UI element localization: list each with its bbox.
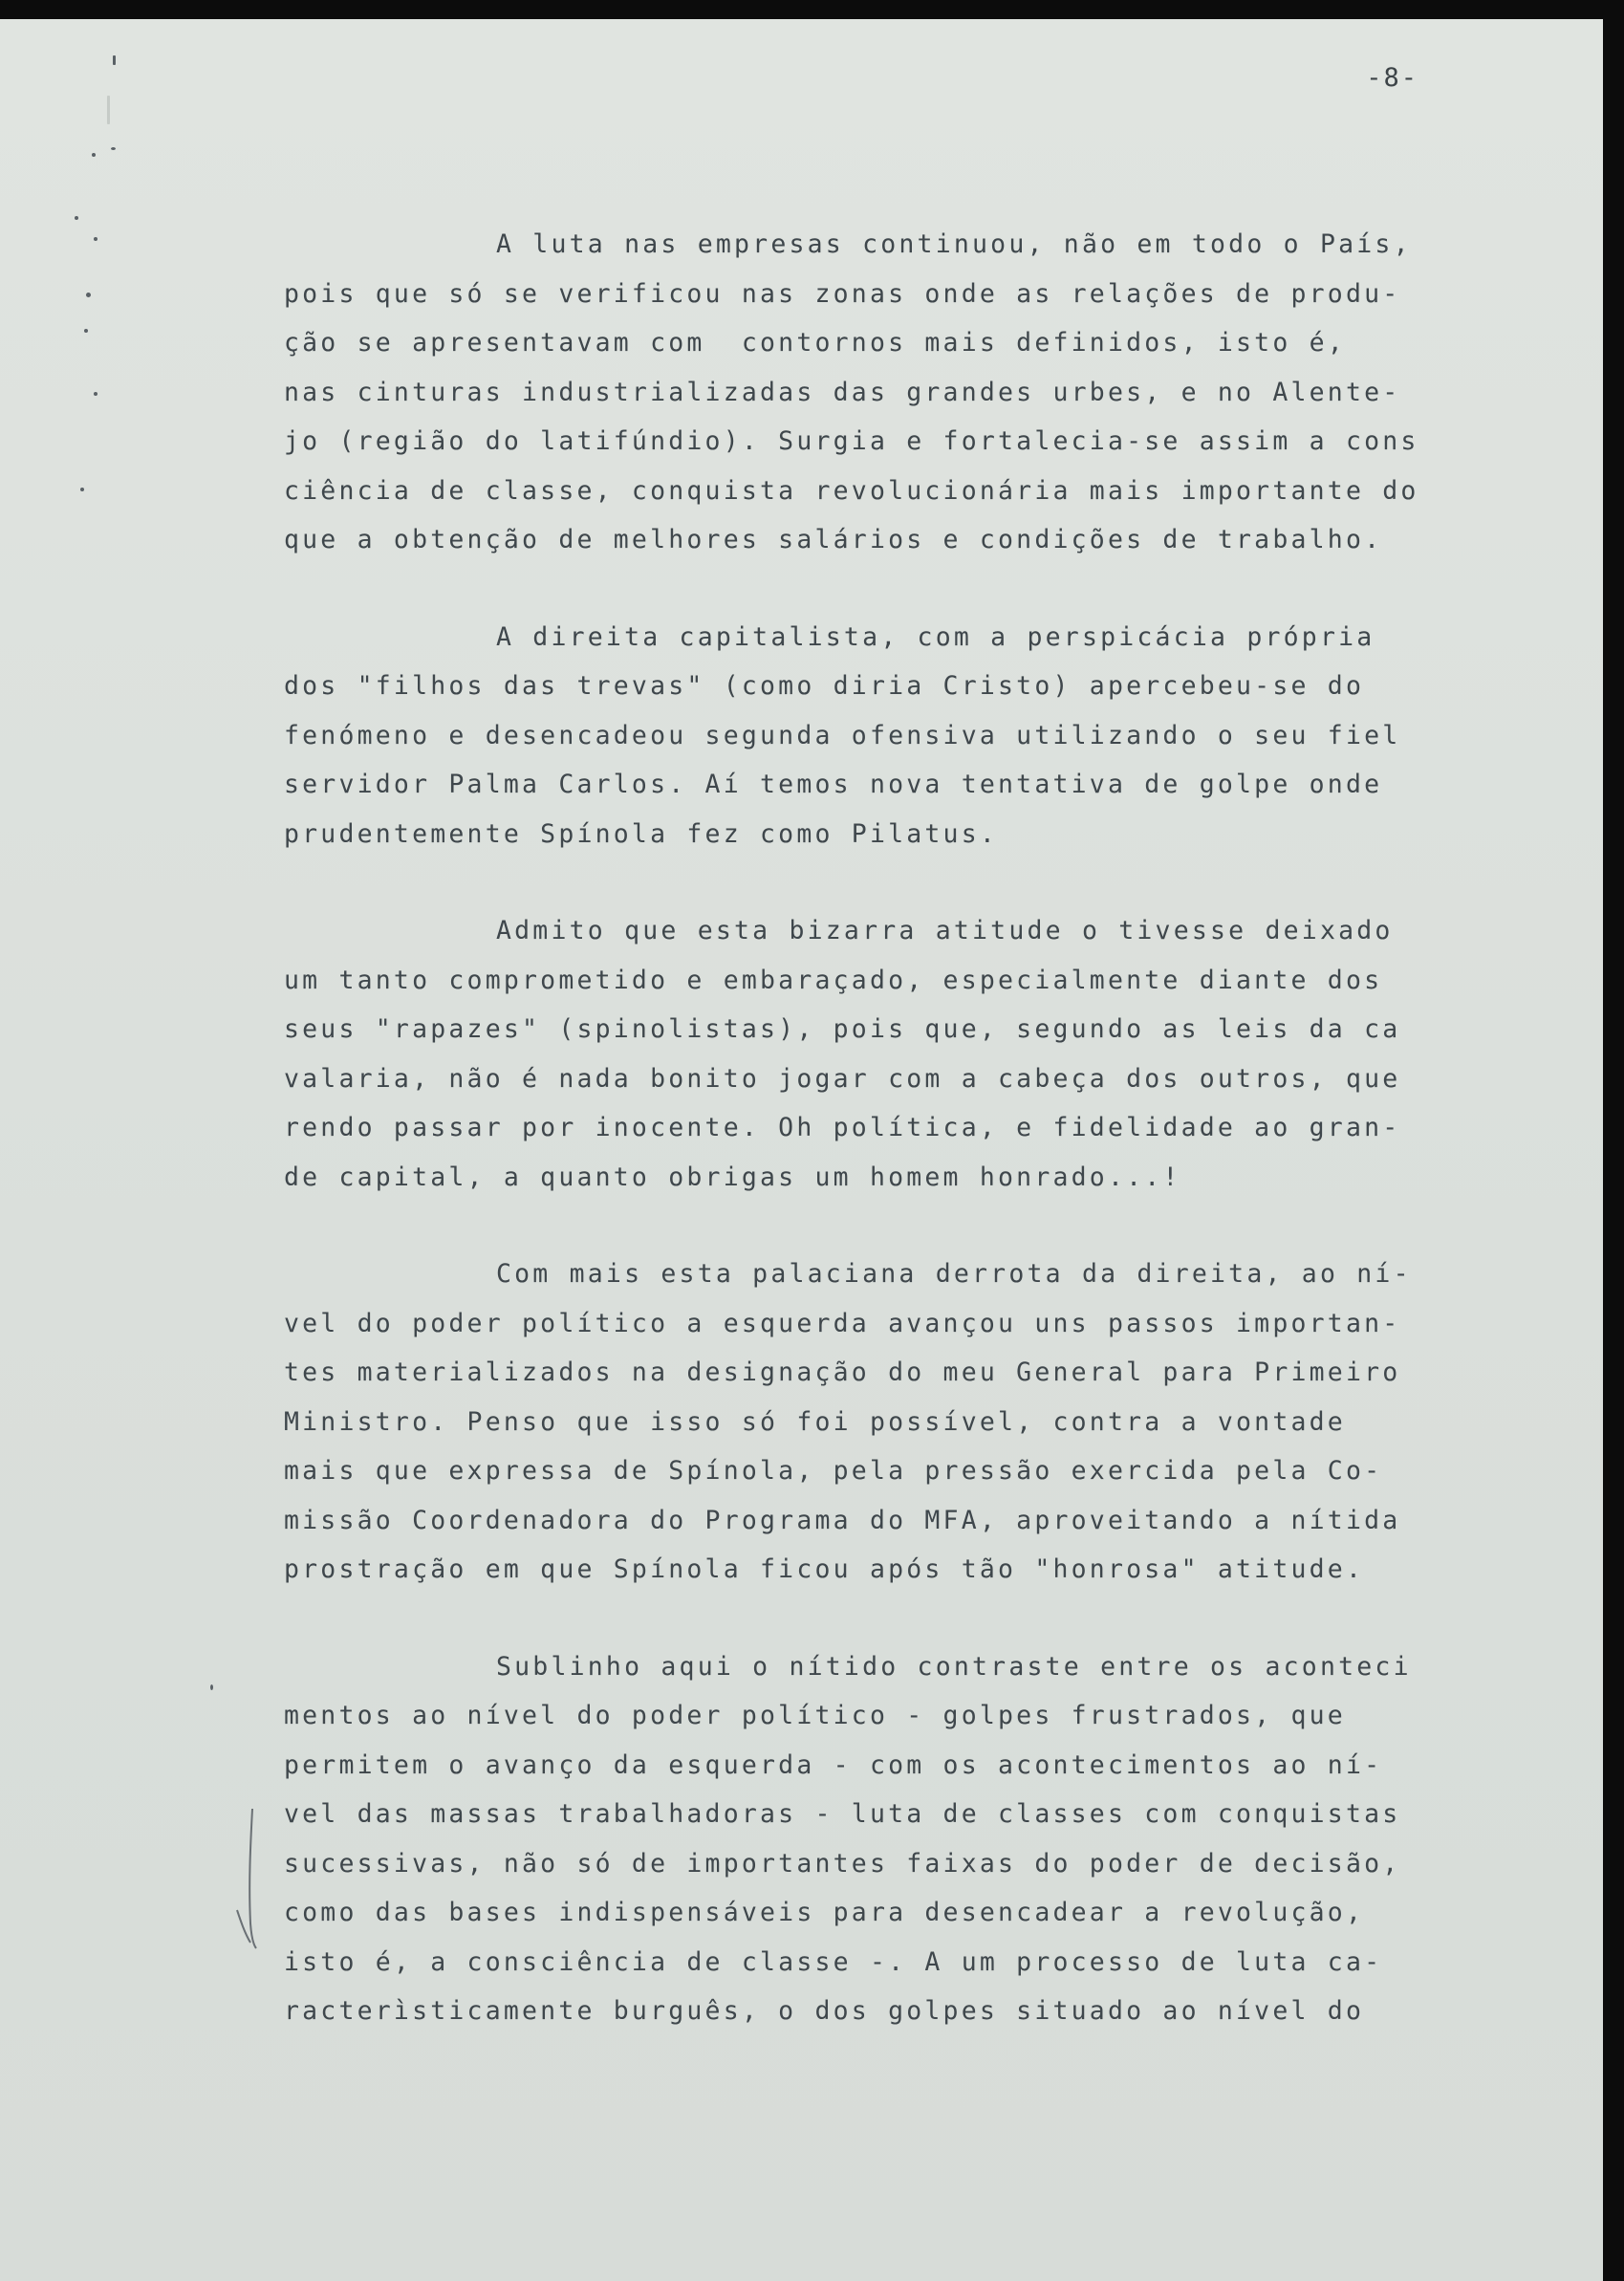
- text-line: Com mais esta palaciana derrota da direita, ao ní-: [496, 1259, 1412, 1289]
- text-line: valaria, não é nada bonito jogar com a cabeça dos outros, que: [284, 1063, 1401, 1094]
- paragraph: [284, 1642, 1488, 2036]
- document-page: [0, 19, 1603, 2281]
- text-line: missão Coordenadora do Programa do MFA, aproveitando a nítida: [284, 1505, 1401, 1535]
- text-line: tes materializados na designação do meu General para Primeiro: [284, 1358, 1401, 1387]
- text-line: Admito que esta bizarra atitude o tivesse deixado: [496, 916, 1394, 945]
- text-line: A direita capitalista, com a perspicácia própria: [496, 621, 1375, 652]
- text-line: vel do poder político a esquerda avançou uns passos importan-: [284, 1308, 1401, 1338]
- text-line: ciência de classe, conquista revolucionária mais importante do: [284, 475, 1419, 506]
- paper-speck: [92, 153, 96, 157]
- paper-speck: [94, 392, 97, 396]
- text-line: prostração em que Spínola ficou após tão "honrosa" atitude.: [284, 1554, 1365, 1584]
- text-line: seus "rapazes" (spinolistas), pois que, segundo as leis da ca: [284, 1014, 1401, 1044]
- paragraph: [284, 906, 1488, 1202]
- text-line: ção se apresentavam com contornos mais definidos, isto é,: [284, 328, 1346, 358]
- text-line: nas cinturas industrializadas das grandes urbes, e no Alente-: [284, 377, 1401, 407]
- text-line: mentos ao nível do poder político - golpes frustrados, que: [284, 1701, 1346, 1730]
- paragraph: [284, 613, 1488, 859]
- text-line: mais que expressa de Spínola, pela pressão exercida pela Co-: [284, 1456, 1383, 1486]
- text-line: servidor Palma Carlos. Aí temos nova tentativa de golpe onde: [284, 770, 1383, 799]
- text-line: dos "filhos das trevas" (como diria Cristo) apercebeu-se do: [284, 671, 1365, 701]
- text-line: jo (região do latifúndio). Surgia e fortalecia-se assim a cons: [284, 426, 1419, 456]
- text-line: como das bases indispensáveis para desencadear a revolução,: [284, 1898, 1365, 1927]
- text-line: pois que só se verificou nas zonas onde as relações de produ-: [284, 278, 1401, 309]
- text-line: fenómeno e desencadeou segunda ofensiva utilizando o seu fiel: [284, 720, 1401, 750]
- paper-speck: [80, 488, 84, 491]
- paper-speck: [84, 329, 88, 333]
- text-line: vel das massas trabalhadoras - luta de classes com conquistas: [284, 1799, 1401, 1829]
- paragraph: [284, 220, 1488, 565]
- text-line: um tanto comprometido e embaraçado, especialmente diante dos: [284, 965, 1383, 995]
- text-line: A luta nas empresas continuou, não em todo o País,: [496, 229, 1412, 259]
- paper-speck: [86, 293, 91, 297]
- text-line: sucessivas, não só de importantes faixas do poder de decisão,: [284, 1848, 1401, 1879]
- text-line: racterìsticamente burguês, o dos golpes situado ao nível do: [284, 1996, 1365, 2026]
- paper-speck: [210, 1684, 213, 1690]
- paper-speck: [113, 55, 116, 65]
- text-line: prudentemente Spínola fez como Pilatus.: [284, 818, 999, 849]
- page-number: -8-: [1366, 63, 1418, 93]
- text-line: que a obtenção de melhores salários e condições de trabalho.: [284, 525, 1383, 554]
- body-text: [284, 220, 1488, 2084]
- text-line: rendo passar por inocente. Oh política, e fidelidade ao gran-: [284, 1113, 1401, 1142]
- text-line: Ministro. Penso que isso só foi possível, contra a vontade: [284, 1406, 1346, 1437]
- text-line: Sublinho aqui o nítido contraste entre os aconteci: [496, 1651, 1412, 1682]
- margin-pencil-mark: [233, 1807, 271, 1950]
- paper-speck: [111, 147, 116, 150]
- text-line: de capital, a quanto obrigas um homem honrado...!: [284, 1162, 1181, 1192]
- text-line: permitem o avanço da esquerda - com os acontecimentos ao ní-: [284, 1749, 1383, 1780]
- paper-speck: [94, 237, 97, 241]
- text-line: isto é, a consciência de classe -. A um processo de luta ca-: [284, 1946, 1383, 1977]
- paper-speck: [75, 216, 78, 220]
- paper-speck: [107, 96, 110, 124]
- paragraph: [284, 1249, 1488, 1595]
